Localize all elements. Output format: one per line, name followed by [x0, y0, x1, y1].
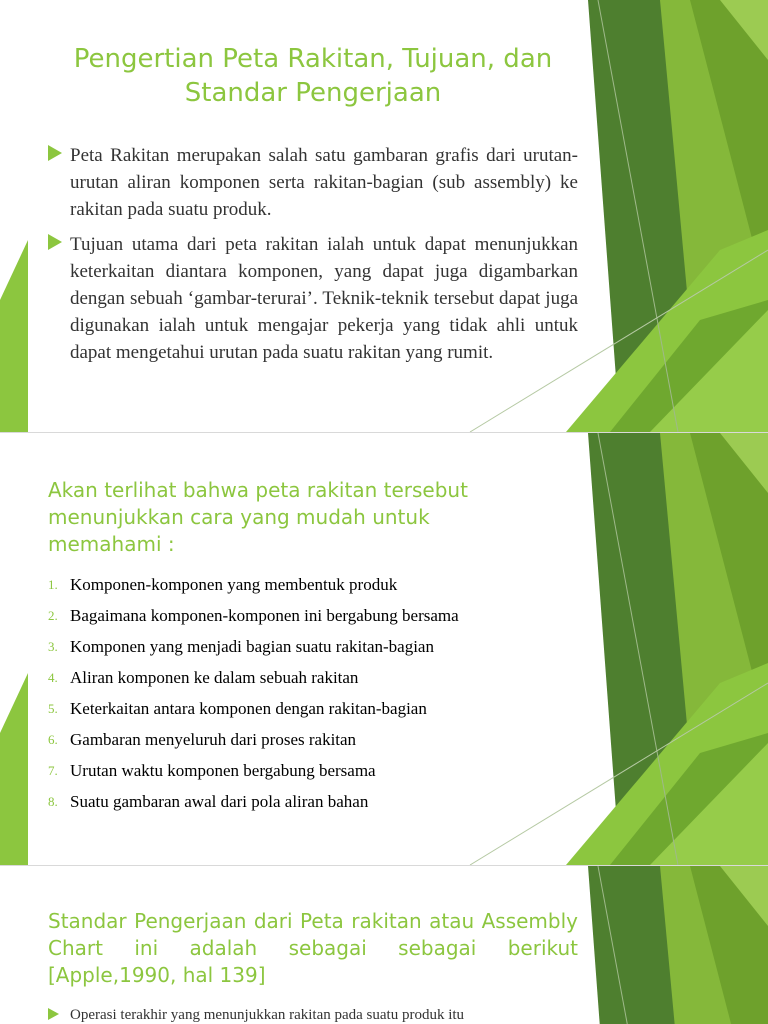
slide-1: [0, 0, 768, 432]
slide-2: [0, 433, 768, 865]
slide-2-numbered-list: [48, 571, 568, 819]
slide-1-bullet-list: [48, 142, 578, 374]
green-triangle-bullet-icon: [48, 1008, 59, 1020]
list-item: [48, 1004, 578, 1024]
item-text: Urutan waktu komponen bergabung bersama: [70, 761, 376, 780]
item-text: Gambaran menyeluruh dari proses rakitan: [70, 730, 357, 749]
list-item: [48, 571, 568, 602]
item-text: Komponen yang menjadi bagian suatu rakitan-bagian: [70, 637, 434, 656]
list-item: [48, 142, 578, 223]
list-item: [48, 664, 568, 695]
list-item: [48, 633, 568, 664]
item-number: 1.: [48, 577, 58, 592]
slide-1-title: Pengertian Peta Rakitan, Tujuan, dan Standar Pengerjaan: [73, 44, 553, 108]
item-text: Suatu gambaran awal dari pola aliran bahan: [70, 792, 369, 811]
list-item: [48, 757, 568, 788]
item-text: Aliran komponen ke dalam sebuah rakitan: [70, 668, 359, 687]
item-number: 3.: [48, 639, 58, 654]
item-number: 4.: [48, 670, 58, 685]
slide-3: [0, 866, 768, 1024]
list-item: [48, 726, 568, 757]
item-text: Bagaimana komponen-komponen ini bergabung bersama: [70, 606, 459, 625]
bullet-text: Tujuan utama dari peta rakitan ialah untuk dapat menunjukkan keterkaitan diantara komponen, yang dapat juga digambarkan dengan sebuah ‘gambar-terurai’. Teknik-teknik tersebut dapat juga digunakan ialah untuk mengajar pekerja yang tidak ahli untuk dapat mengetahui urutan pada suatu rakitan yang rumit.: [70, 234, 578, 363]
green-triangle-bullet-icon: [48, 234, 62, 250]
list-item: [48, 602, 568, 633]
item-text: Keterkaitan antara komponen dengan rakitan-bagian: [70, 699, 427, 718]
item-number: 7.: [48, 763, 58, 778]
bullet-text: Operasi terakhir yang menunjukkan rakitan pada suatu produk itu: [70, 1007, 465, 1023]
item-number: 2.: [48, 608, 58, 623]
list-item: [48, 788, 568, 819]
bullet-text: Peta Rakitan merupakan salah satu gambaran grafis dari urutan-urutan aliran komponen serta rakitan-bagian (sub assembly) ke rakitan pada suatu produk.: [70, 145, 578, 220]
item-number: 5.: [48, 701, 58, 716]
item-text: Komponen-komponen yang membentuk produk: [70, 575, 398, 594]
list-item: [48, 231, 578, 366]
list-item: [48, 695, 568, 726]
slide-3-bullet-list: [48, 1004, 578, 1024]
slide-3-title: Standar Pengerjaan dari Peta rakitan atau Assembly Chart ini adalah sebagai sebagai berikut [Apple,1990, hal 139]: [48, 909, 578, 987]
slide-2-title: Akan terlihat bahwa peta rakitan tersebut menunjukkan cara yang mudah untuk memahami :: [48, 478, 468, 556]
green-triangle-bullet-icon: [48, 145, 62, 161]
item-number: 6.: [48, 732, 58, 747]
item-number: 8.: [48, 794, 58, 809]
